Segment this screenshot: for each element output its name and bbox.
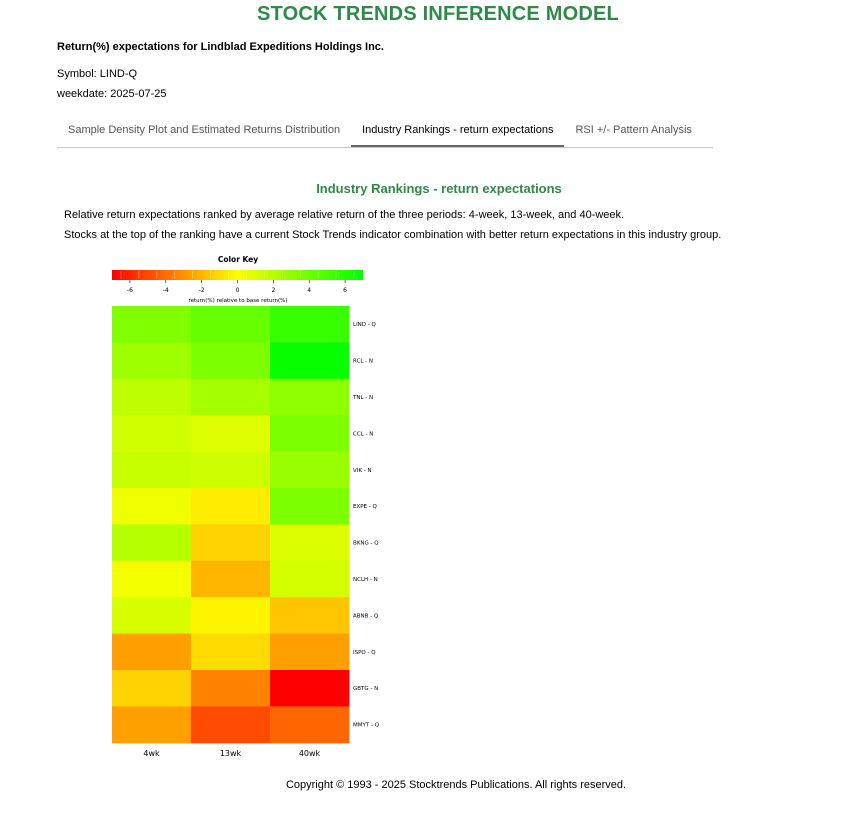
color-key-tick-label: -4 [162, 287, 169, 294]
heatmap-cell [191, 524, 271, 561]
row-label: LIND - Q [353, 322, 376, 329]
page-subtitle: Return(%) expectations for Lindblad Expeditions Holdings Inc. [57, 41, 384, 53]
heatmap-cell [191, 488, 271, 525]
heatmap-cell [112, 524, 192, 561]
heatmap-cell [191, 561, 271, 598]
heatmap-cell [270, 342, 350, 379]
color-key-tick-label: 2 [271, 287, 276, 294]
heatmap-cell [270, 306, 350, 343]
heatmap-cell [191, 306, 271, 343]
heatmap-cell [112, 670, 192, 707]
heatmap-cell [112, 706, 192, 743]
color-key-tick-label: 0 [235, 287, 240, 294]
heatmap-cell [112, 561, 192, 598]
heatmap-cell [191, 706, 271, 743]
section-description-1: Relative return expectations ranked by average relative return of the three periods: 4-week, 13-week, and 40-week. [64, 209, 625, 221]
row-label: GBTG - N [353, 686, 379, 693]
footer-copyright: Copyright © 1993 - 2025 Stocktrends Publications. All rights reserved. [285, 779, 627, 791]
row-label: NCLH - N [353, 577, 378, 583]
heatmap-cell [112, 488, 192, 525]
row-label: ISPO - Q [353, 649, 376, 656]
heatmap-cell [112, 306, 192, 343]
heatmap-cell [270, 634, 350, 671]
column-label: 40wk [298, 749, 321, 758]
color-key-tick-label: 6 [343, 287, 347, 294]
color-key-axis-label: return(%) relative to base return(%) [188, 298, 288, 304]
row-label: ABNB - Q [353, 613, 379, 620]
row-label: MMYT - Q [353, 722, 380, 729]
heatmap-cell [270, 561, 350, 598]
tab-industry-rankings[interactable]: Industry Rankings - return expectations [351, 114, 564, 147]
heatmap-cell [270, 524, 350, 561]
heatmap-cell [191, 342, 271, 379]
heatmap-cell [191, 634, 271, 671]
heatmap-cell [191, 415, 271, 452]
heatmap-cell [191, 452, 271, 489]
heatmap-cell [270, 452, 350, 489]
heatmap-cell [112, 415, 192, 452]
row-label: RCL - N [353, 358, 374, 365]
heatmap-cell [112, 452, 192, 489]
heatmap-cell [270, 415, 350, 452]
heatmap-cell [112, 597, 192, 634]
section-title: Industry Rankings - return expectations [316, 181, 562, 196]
tab-rsi-pattern[interactable]: RSI +/- Pattern Analysis [575, 124, 692, 136]
color-key-tick-label: -2 [198, 287, 205, 294]
tab-density-plot[interactable]: Sample Density Plot and Estimated Returns Distribution [68, 124, 341, 136]
color-key-title: Color Key [217, 255, 259, 264]
color-key-tick-label: -6 [126, 287, 133, 294]
heatmap-cell [270, 706, 350, 743]
section-description-2: Stocks at the top of the ranking have a current Stock Trends indicator combination with better return expectations in this industry group. [64, 229, 722, 241]
heatmap-cell [112, 634, 192, 671]
page-title: STOCK TRENDS INFERENCE MODEL [257, 3, 619, 25]
row-label: VIK - N [353, 467, 372, 474]
row-label: BKNG - Q [353, 540, 379, 547]
column-label: 4wk [143, 749, 160, 758]
heatmap-cell [270, 379, 350, 416]
heatmap-cell [191, 597, 271, 634]
heatmap-cell [270, 670, 350, 707]
heatmap-cell [112, 379, 192, 416]
weekdate-label: weekdate: 2025-07-25 [57, 88, 167, 100]
row-label: TNL - N [353, 395, 374, 401]
heatmap-cell [191, 670, 271, 707]
heatmap-cell [270, 488, 350, 525]
heatmap-cell [191, 379, 271, 416]
heatmap-cell [112, 342, 192, 379]
heatmap-cell [270, 597, 350, 634]
row-label: CCL - N [353, 431, 374, 438]
symbol-label: Symbol: LIND-Q [57, 68, 138, 80]
color-key-bar [112, 270, 363, 280]
row-label: EXPE - Q [353, 504, 377, 511]
column-label: 13wk [219, 749, 242, 758]
color-key-tick-label: 4 [307, 287, 312, 294]
